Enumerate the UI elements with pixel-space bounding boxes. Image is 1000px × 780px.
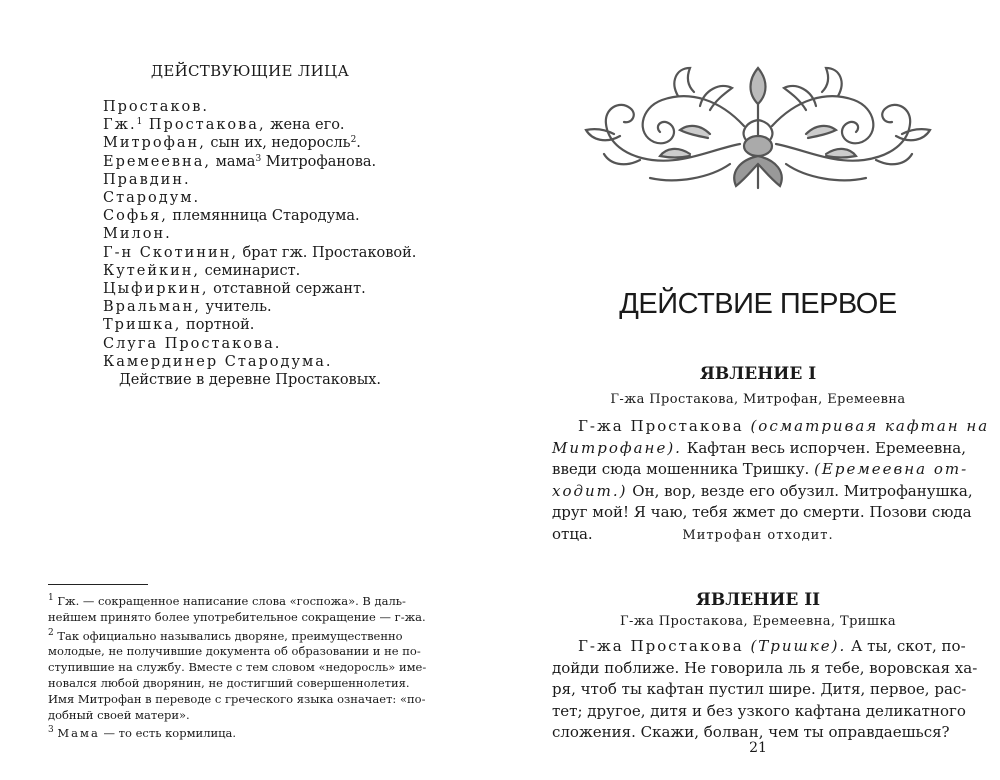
footnote-divider [48, 584, 148, 585]
scene-2-dialogue: Г-жа Простакова (Тришке). А ты, скот, по- дойди поближе. Не говорила ль я тебе, воровская ха- ря, чтоб ты кафтан пустил шире. Дитя, первое, рас- тет; другое, дитя и без узкого кафтана деликатного сложения. Скажи, болван, чем ты оправдаешься? [552, 637, 978, 742]
cast-item: Еремеевна, мама$^3$ Митрофанова. [103, 153, 377, 170]
cast-item: Цыфиркин, отставной сержант. [103, 281, 366, 298]
cast-item: Вральман, учитель. [103, 299, 272, 316]
cast-item: Слуга Простакова. [103, 335, 282, 352]
cast-item: Г-н Скотинин, брат гж. Простаковой. [103, 244, 417, 261]
page-number: 21 [749, 740, 767, 756]
cast-item: Милон. [103, 226, 172, 243]
cast-item: Софья, племянница Стародума. [103, 208, 360, 225]
right-page [500, 0, 1000, 780]
scene-2-title: ЯВЛЕНИЕ II [695, 590, 821, 610]
scene-1-title: ЯВЛЕНИЕ I [699, 364, 817, 384]
cast-list [103, 98, 416, 371]
scene-2-cast: Г-жа Простакова, Еремеевна, Тришка [619, 614, 897, 629]
cast-item: Правдин. [103, 171, 191, 188]
footnotes [48, 594, 456, 745]
setting-line: Действие в деревне Простаковых. [118, 372, 382, 388]
scene-1-dialogue: Г-жа Простакова (осматривая кафтан на Митрофане). Кафтан весь испорчен. Еремеевна, введи сюда мошенника Тришку. (Еремеевна от- ходит.) Он, вор, везде его обузил. Митрофанушка, друг мой! Я чаю, тебя жмет до смерти. Позови сюда отца. [552, 417, 990, 543]
cast-item: Кутейкин, семинарист. [103, 262, 301, 279]
act-title: ДЕЙСТВИЕ ПЕРВОЕ [619, 288, 897, 320]
cast-heading: ДЕЙСТВУЮЩИЕ ЛИЦА [150, 62, 350, 80]
cast-item: Простаков. [103, 99, 210, 115]
cast-item: Камердинер Стародума. [103, 353, 333, 370]
baroque-scroll-ornament-icon [580, 60, 936, 190]
cast-item: Тришка, портной. [103, 317, 255, 334]
scene-1-cast: Г-жа Простакова, Митрофан, Еремеевна [610, 392, 906, 407]
cast-item: Стародум. [103, 190, 201, 207]
footnote-3: $^3$ Мама — то есть кормилица. [48, 725, 237, 741]
stage-direction: Митрофан отходит. [682, 528, 834, 543]
footnote-1: $^1$ Гж. — сокращенное написание слова «госпожа». В даль- нейшем принято более употребительное сокращение — г-жа. [48, 593, 426, 624]
cast-item: Гж.$^1$ Простакова, жена его. [103, 117, 345, 134]
footnote-2: $^2$ Так официально назывались дворяне, преимущественно молодые, не получившие документа об образовании и не по- ступившие на службу. Вместе с тем словом «недоросль» име- новался любой дворянин, не достигший совершеннолетия. Имя Митрофан в переводе с греческого языка означает: «по- добный своей матери». [48, 627, 427, 722]
cast-item: Митрофан, сын их, недоросль$^2$. [103, 135, 361, 152]
